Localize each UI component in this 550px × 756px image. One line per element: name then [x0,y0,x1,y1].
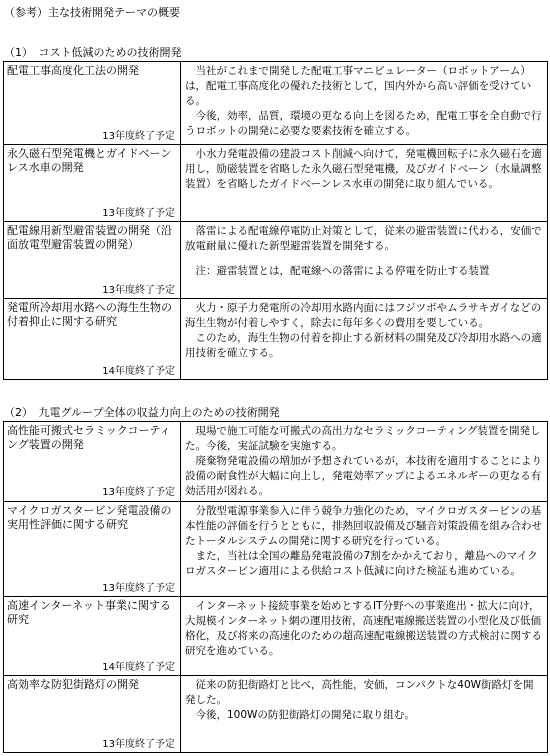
theme-cell [4,145,181,222]
page-title: （参考）主な技術開発テーマの概要 [4,6,180,19]
description-paragraph: 分散型電源事業参入に伴う競争力強化のため，マイクロガスタービンの基本性能の評価を行うとともに，排熱回収設備及び騒音対策設備を組み合わせたトータルシステムの開発に関する研究を行っている。 [185,505,542,547]
table-row [4,502,548,597]
theme-name: 高速インターネット事業に関する研究 [7,599,172,626]
group-profitability-themes-table [3,421,548,753]
theme-cell [4,502,181,597]
completion-schedule: 13年度終了予定 [102,131,175,142]
completion-schedule: 13年度終了予定 [102,487,175,498]
description-paragraph: 落雷による配電線停電防止対策として，従来の避雷装置に代わる，安価で放電耐量に優れた新型避雷装置を開発する。 [185,225,542,252]
description-paragraph: 今後，効率，品質，環境の更なる向上を図るため，配電工事を全自動で行うロボットの開発に必要な要素技術を確立する。 [185,110,542,137]
table-row [4,299,548,380]
theme-name: 高性能可搬式セラミックコーティング装置の開発 [7,424,171,451]
description-paragraph: 廃棄物発電設備の増加が予想されているが，本技術を適用することにより設備の耐食性が大幅に向上し，発電効率アップによるエネルギーの更なる有効活用が図れる。 [185,455,542,497]
theme-name: 発電所冷却用水路への海生生物の付着抑止に関する研究 [7,301,172,328]
table-row [4,676,548,753]
theme-cell [4,62,181,145]
description-paragraph: 従来の防犯街路灯と比べ，高性能，安価，コンパクトな40W街路灯を開発した。 [185,679,534,706]
lightning-arrester-note: 注：避雷装置とは，配電線への落雷による停電を防止する装置 [195,265,490,277]
description-paragraph: 火力・原子力発電所の冷却用水路内面にはフジツボやムラサキガイなどの海生生物が付着しやすく，除去に毎年多くの費用を要している。 [185,302,542,329]
theme-cell [4,597,181,676]
completion-schedule: 14年度終了予定 [102,662,175,673]
description-cell [181,676,548,753]
theme-name: 配電工事高度化工法の開発 [7,64,139,77]
completion-schedule: 13年度終了予定 [102,583,175,594]
description-paragraph: インターネット接続事業を始めとするIT分野への事業進出・拡大に向け，大規模インターネット網の運用技術，高速配電線搬送装置の小型化及び低価格化，及び将来の高速化のための超高速配電線搬送装置の方式検討に関する研究を進めている。 [185,600,542,657]
description-cell [181,597,548,676]
section-heading-cost-reduction: （1） コスト低減のための技術開発 [4,46,182,59]
description-cell [181,422,548,502]
section-heading-group-profitability: （2） 九電グループ全体の収益力向上のための技術開発 [4,406,280,419]
table-row [4,62,548,145]
description-cell [181,502,548,597]
table-row [4,422,548,502]
table-row [4,597,548,676]
description-paragraph: 現場で施工可能な可搬式の高出力なセラミックコーティング装置を開発した。今後，実証試験を実施する。 [185,425,541,452]
description-cell [181,145,548,222]
description-paragraph: また，当社は全国の離島発電設備の7割をかかえており，離島へのマイクロガスタービン適用による供給コスト低減に向けた検証も進めている。 [185,550,538,577]
completion-schedule: 13年度終了予定 [102,285,175,296]
description-paragraph: 小水力発電設備の建設コスト削減へ向けて，発電機回転子に永久磁石を適用し，励磁装置を省略した永久磁石型発電機，及びガイドベーン（水量調整装置）を省略したガイドベーンレス水車の開発に取り組んでいる。 [185,148,542,190]
theme-cell [4,222,181,299]
table-row [4,145,548,222]
cost-reduction-themes-table [3,61,548,380]
table-row [4,222,548,299]
theme-cell [4,299,181,380]
description-paragraph: 当社がこれまで開発した配電工事マニピュレーター（ロボットアーム）は，配電工事高度化の優れた技術として，国内外から高い評価を受けている。 [185,65,532,107]
theme-name: マイクロガスタービン発電設備の実用性評価に関する研究 [7,504,172,531]
completion-schedule: 14年度終了予定 [102,366,175,377]
theme-name: 高効率な防犯街路灯の開発 [7,678,139,691]
description-paragraph: 今後，100Wの防犯街路灯の開発に取り組む。 [195,709,415,721]
completion-schedule: 13年度終了予定 [102,739,175,750]
description-cell [181,62,548,145]
completion-schedule: 13年度終了予定 [102,208,175,219]
theme-name: 永久磁石型発電機とガイドベーンレス水車の開発 [7,147,172,174]
theme-cell [4,676,181,753]
theme-cell [4,422,181,502]
description-paragraph: このため，海生生物の付着を抑止する新材料の開発及び冷却用水路への適用技術を確立する。 [185,332,542,359]
description-cell [181,222,548,299]
description-cell [181,299,548,380]
theme-name: 配電線用新型避雷装置の開発（沿面放電型避雷装置の開発） [7,224,172,251]
